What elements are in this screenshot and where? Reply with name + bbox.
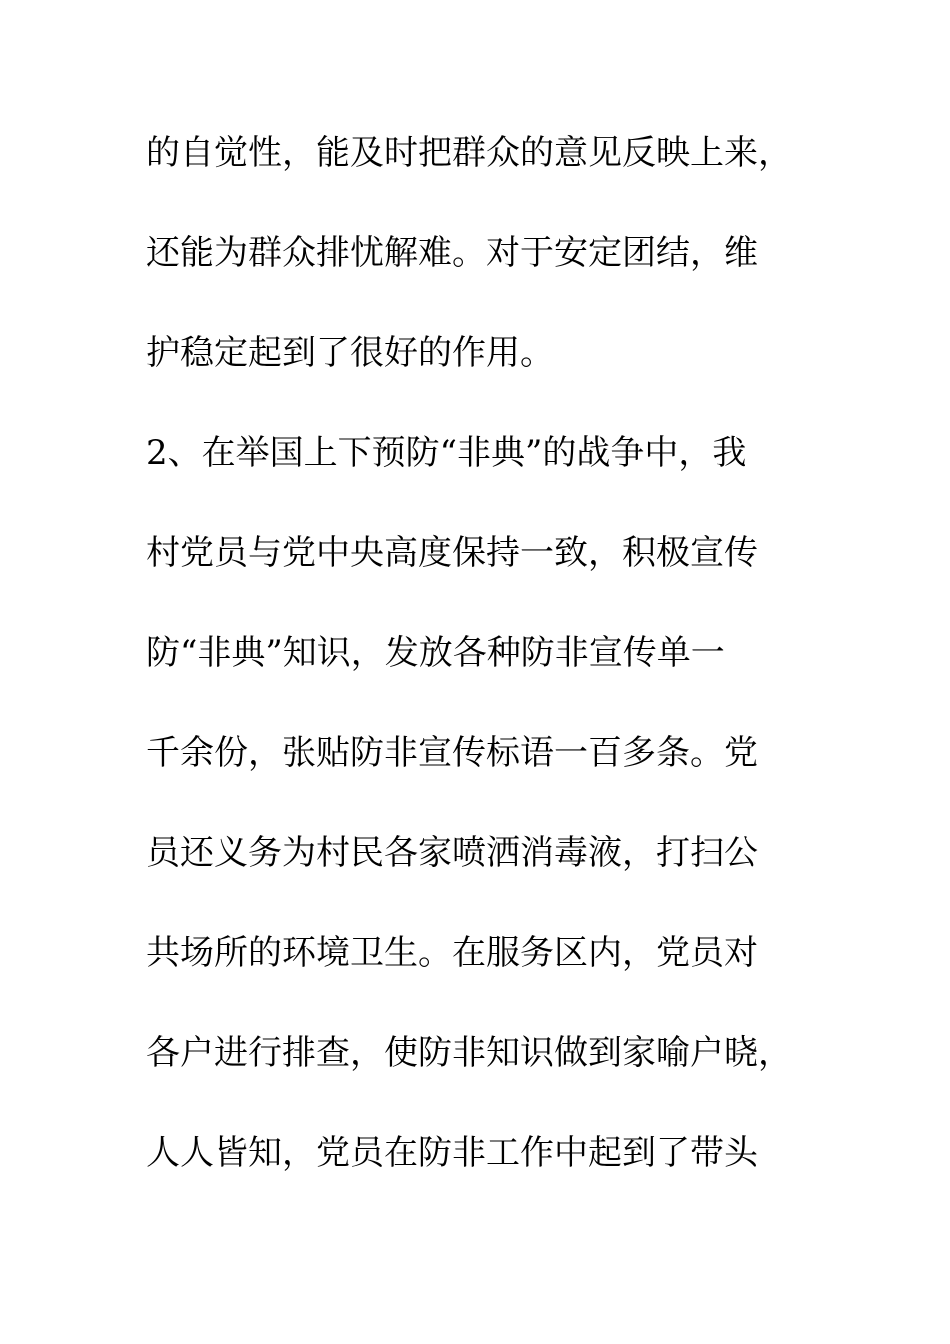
text-line: 护稳定起到了很好的作用。 [146, 333, 554, 373]
body-text [146, 128, 826, 1228]
text-line: 共场所的环境卫生。在服务区内，党员对 [146, 933, 758, 973]
text-line: 2、在举国上下预防“非典”的战争中，我 [146, 433, 747, 473]
text-line: 防“非典”知识，发放各种防非宣传单一 [146, 633, 725, 673]
text-line: 各户进行排查，使防非知识做到家喻户晓， [146, 1033, 792, 1073]
text-line: 的自觉性，能及时把群众的意见反映上来， [146, 133, 792, 173]
text-line: 还能为群众排忧解难。对于安定团结，维 [146, 233, 758, 273]
text-line: 村党员与党中央高度保持一致，积极宣传 [146, 533, 758, 573]
text-line: 员还义务为村民各家喷洒消毒液，打扫公 [146, 833, 758, 873]
text-line: 千余份，张贴防非宣传标语一百多条。党 [146, 733, 758, 773]
text-line: 人人皆知，党员在防非工作中起到了带头 [146, 1133, 758, 1173]
